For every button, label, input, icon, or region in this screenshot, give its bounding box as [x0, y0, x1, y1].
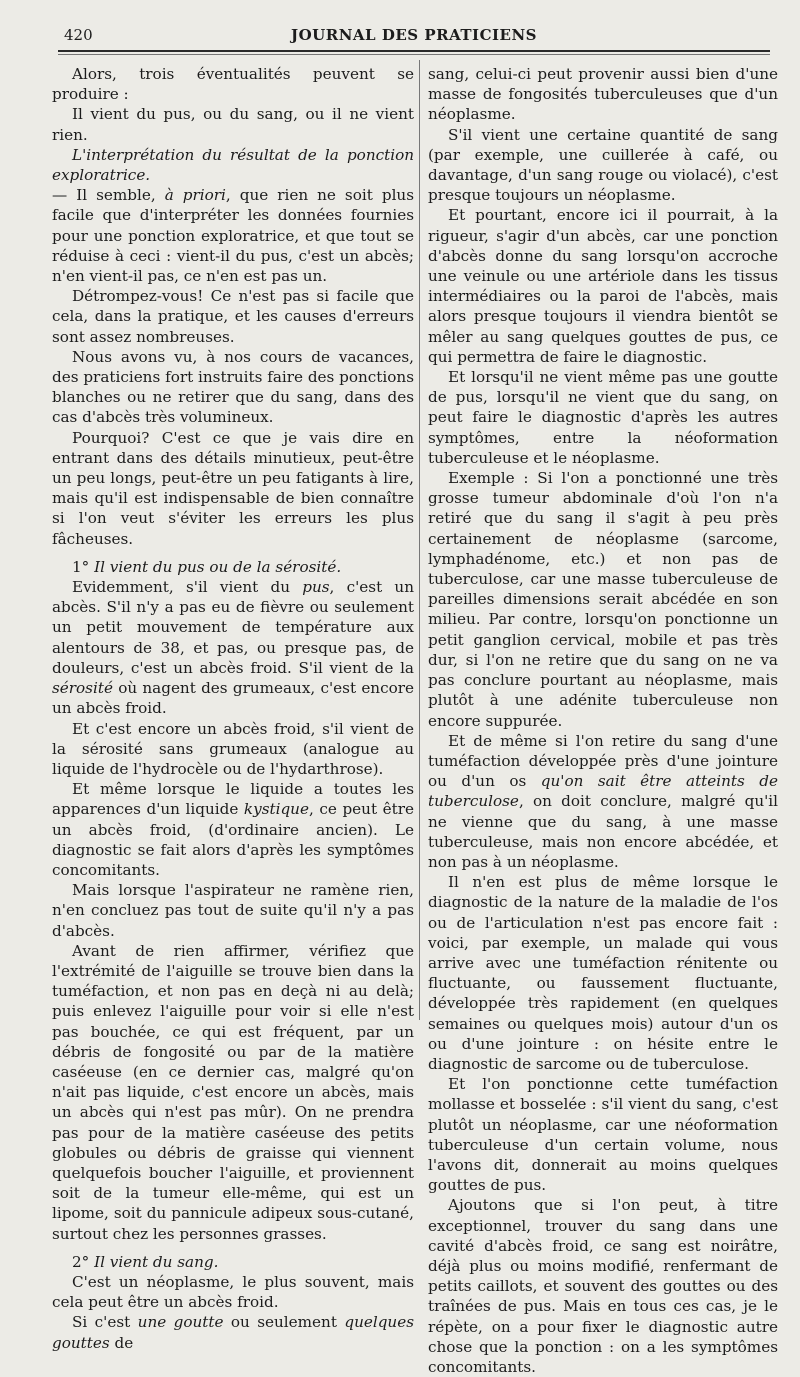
- paragraph: S'il vient une certaine quantité de sang (par exemple, une cuillerée à café, ou davantage, d'un sang rouge ou violacé), c'est presque toujours un néoplasme.: [428, 125, 778, 205]
- header-rule: [58, 50, 770, 55]
- paragraph: Et de même si l'on retire du sang d'une tuméfaction développée près d'une jointure ou d'un os qu'on sait être atteints de tuberculose, on doit conclure, malgré qu'il ne vienne que du sang, à une masse tuberculeuse, mais non encore abcédée, et non pas à un néoplasme.: [428, 731, 778, 871]
- paragraph: Il vient du pus, ou du sang, ou il ne vient rien.: [52, 105, 414, 144]
- section-heading: 2° Il vient du sang.: [72, 1252, 219, 1271]
- paragraph: Et même lorsque le liquide a toutes les apparences d'un liquide kystique, ce peut être un abcès froid, (d'ordinaire ancien). Le diagnostic se fait alors d'après les symptômes concomitants.: [52, 780, 414, 879]
- right-column: [428, 64, 778, 1376]
- paragraph: sang, celui-ci peut provenir aussi bien d'une masse de fongosités tuberculeuses que d'un néoplasme.: [428, 65, 778, 124]
- paragraph: Mais lorsque l'aspirateur ne ramène rien, n'en concluez pas tout de suite qu'il n'y a pas d'abcès.: [52, 881, 414, 940]
- paragraph: Et lorsqu'il ne vient même pas une goutte de pus, lorsqu'il ne vient que du sang, on peut faire le diagnostic d'après les autres symptômes, entre la néoformation tuberculeuse et le néoplasme.: [428, 368, 778, 467]
- paragraph: Avant de rien affirmer, vérifiez que l'extrémité de l'aiguille se trouve bien dans la tuméfaction, et non pas en deçà ni au delà; puis enlevez l'aiguille pour voir si elle n'est pas bouchée, ce qui est fréquent, par un débris de fongosité ou par de la matière caséeuse (en ce dernier cas, malgré qu'on n'ait pas liquide, c'est encore un abcès, mais un abcès qui n'est pas mûr). On ne prendra pas pour de la matière caséeuse des petits globules ou débris de graisse qui viennent quelquefois boucher l'aiguille, et proviennent soit de la tumeur elle-même, qui est un lipome, soit du pannicule adipeux sous-cutané, surtout chez les personnes grasses.: [52, 941, 414, 1243]
- paragraph: Alors, trois éventualités peuvent se produire :: [52, 65, 414, 104]
- paragraph: Il n'en est plus de même lorsque le diagnostic de la nature de la maladie de l'os ou de l'articulation n'est pas encore fait : voici, par exemple, un malade qui vous arrive avec une tuméfaction rénitente ou fluctuante, ou faussement fluctuante, développée très rapidement (en quelques semaines ou quelques mois) autour d'un os ou d'une jointure : on hésite entre le diagnostic de sarcome ou de tuberculose.: [428, 873, 778, 1073]
- page-header: [58, 26, 770, 48]
- paragraph: Exemple : Si l'on a ponctionné une très grosse tumeur abdominale d'où l'on n'a retiré que du sang il s'agit à peu près certainement de néoplasme (sarcome, lymphadénome, etc.) et non pas de tuberculose, car une masse tuberculeuse de pareilles dimensions serait abcédée en son milieu. Par contre, lorsqu'on ponctionne un petit ganglion cervical, mobile et pas très dur, si l'on ne retire que du sang on ne va pas conclure pourtant au néoplasme, mais plutôt à une adénite tuberculeuse non encore suppurée.: [428, 469, 778, 730]
- column-divider: [419, 60, 420, 1020]
- paragraph: Et pourtant, encore ici il pourrait, à la rigueur, s'agir d'un abcès, car une ponction d'abcès donne du sang lorsqu'on accroche une veinule ou une artériole dans les tissus intermédiaires ou la paroi de l'abcès, mais alors presque toujours il viendra bientôt se mêler au sang quelques gouttes de pus, ce qui permettra de faire le diagnostic.: [428, 206, 778, 366]
- paragraph: Ajoutons que si l'on peut, à titre exceptionnel, trouver du sang dans une cavité d'abcès froid, ce sang est noirâtre, déjà plus ou moins modifié, renfermant de petits caillots, et souvent des gouttes ou des traînées de pus. Mais en tous ces cas, je le répète, on a pour fixer le diagnostic autre chose que la ponction : on a les symptômes concomitants.: [428, 1196, 778, 1376]
- paragraph: Et c'est encore un abcès froid, s'il vient de la sérosité sans grumeaux (analogue au liquide de l'hydrocèle ou de l'hydarthrose).: [52, 719, 414, 778]
- page-number: 420: [64, 26, 93, 44]
- section-heading: 1° Il vient du pus ou de la sérosité.: [72, 557, 342, 576]
- left-column: [52, 64, 415, 1352]
- paragraph: C'est un néoplasme, le plus souvent, mais cela peut être un abcès froid.: [52, 1272, 414, 1312]
- paragraph: Evidemment, s'il vient du pus, c'est un abcès. S'il n'y a pas eu de fièvre ou seulement un petit mouvement de température aux alentours de 38, et pas, ou presque pas, de douleurs, c'est un abcès froid. S'il vient de la sérosité où nagent des grumeaux, c'est encore un abcès froid.: [52, 578, 414, 718]
- paragraph: Pourquoi? C'est ce que je vais dire en entrant dans des détails minutieux, peut-être un peu longs, peut-être un peu fatigants à lire, mais qu'il est indispensable de bien connaître si l'on veut s'éviter les erreurs les plus fâcheuses.: [52, 428, 414, 548]
- paragraph: Détrompez-vous! Ce n'est pas si facile que cela, dans la pratique, et les causes d'erreurs sont assez nombreuses.: [52, 287, 414, 346]
- paragraph: Si c'est une goutte ou seulement quelques gouttes de: [52, 1313, 414, 1352]
- paragraph: Et l'on ponctionne cette tuméfaction mollasse et bosselée : s'il vient du sang, c'est plutôt un néoplasme, car une néoformation tuberculeuse d'un certain volume, nous l'avons dit, donnerait au moins quelques gouttes de pus.: [428, 1075, 778, 1195]
- paragraph: L'interprétation du résultat de la ponction exploratrice. — Il semble, à priori, que rien ne soit plus facile que d'interpréter les données fournies pour une ponction exploratrice, et que tout se réduise à ceci : vient-il du pus, c'est un abcès; n'en vient-il pas, ce n'en est pas un.: [52, 145, 415, 286]
- journal-title: JOURNAL DES PRATICIENS: [291, 26, 537, 44]
- paragraph: Nous avons vu, à nos cours de vacances, des praticiens fort instruits faire des ponctions blanches ou ne retirer que du sang, dans des cas d'abcès très volumineux.: [52, 347, 414, 427]
